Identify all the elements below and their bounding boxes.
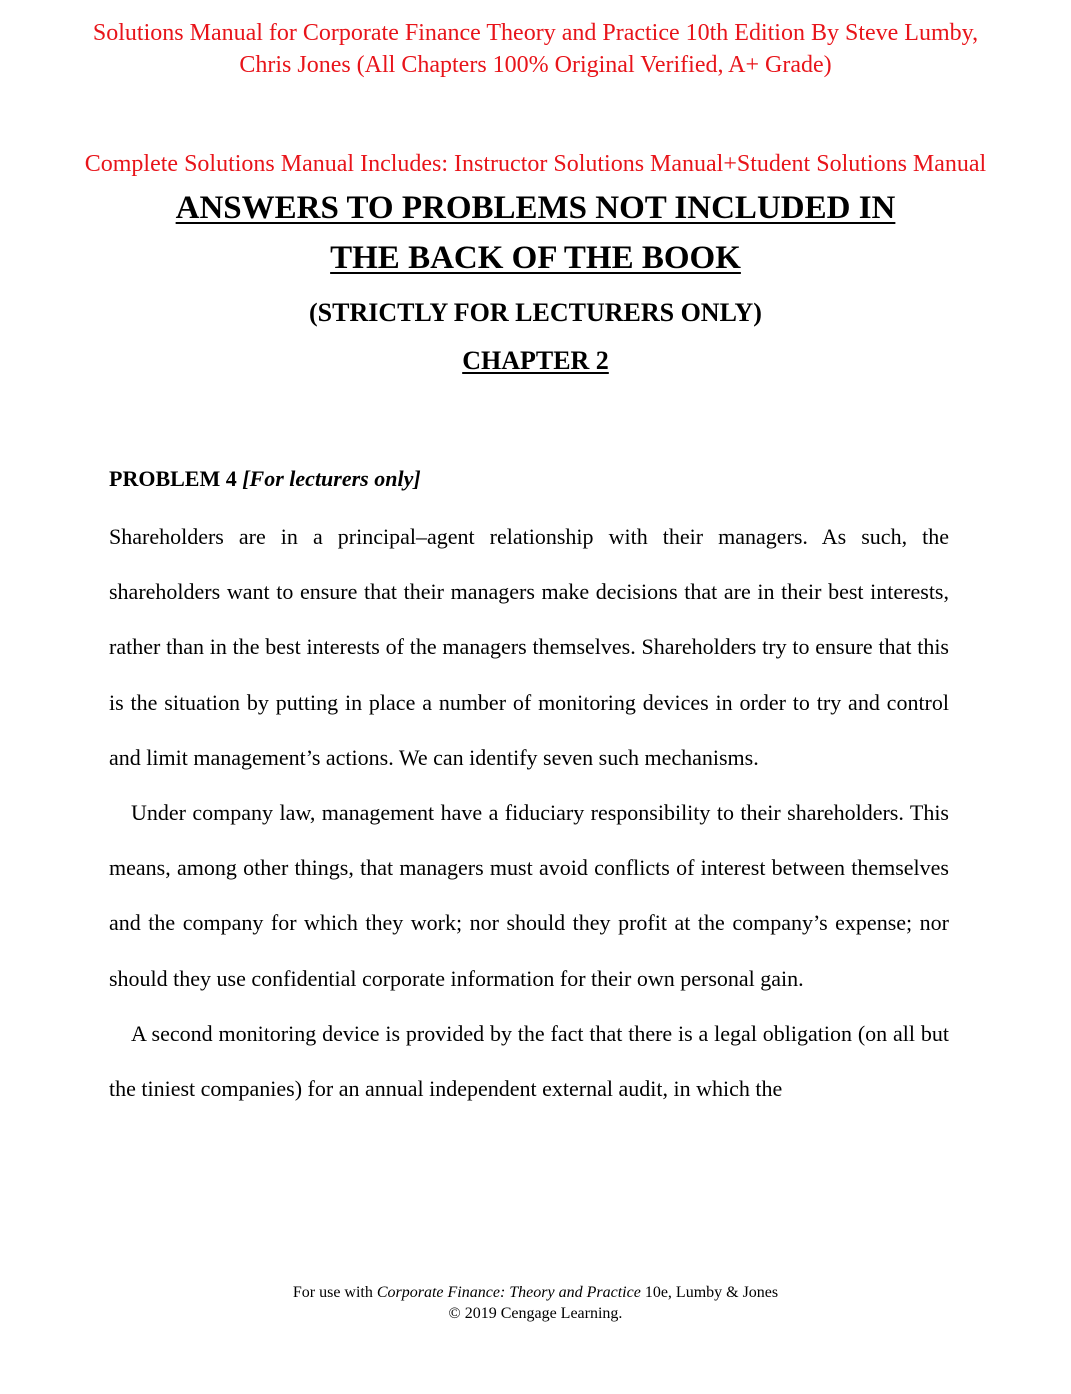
page-footer — [0, 1282, 1071, 1324]
footer-suffix: 10e, Lumby & Jones — [644, 1284, 779, 1301]
promo-line-1: Solutions Manual for Corporate Finance Theory and Practice 10th Edition By Steve Lumby, — [92, 20, 979, 46]
promo-banner — [0, 17, 1071, 81]
problem-body — [109, 509, 949, 1116]
page-title-line-2: THE BACK OF THE BOOK — [330, 240, 741, 276]
page-title-line-1: ANSWERS TO PROBLEMS NOT INCLUDED IN — [175, 190, 896, 226]
problem-label: PROBLEM 4 — [109, 466, 237, 491]
footer-prefix: For use with — [292, 1284, 373, 1301]
footer-copyright: © 2019 Cengage Learning. — [448, 1305, 623, 1322]
problem-note: [For lecturers only] — [242, 466, 421, 491]
footer-line-1 — [0, 1282, 1071, 1303]
footer-book-title: Corporate Finance: Theory and Practice — [376, 1284, 641, 1301]
paragraph-3: A second monitoring device is provided by the fact that there is a legal obligation (on all but the tiniest companies) for an annual independent external audit, in which the — [109, 1020, 949, 1102]
promo-line-3: Complete Solutions Manual Includes: Instructor Solutions Manual+Student Solutions Manual — [84, 151, 987, 177]
chapter-heading: CHAPTER 2 — [462, 346, 609, 375]
problem-heading — [109, 466, 421, 492]
paragraph-1: Shareholders are in a principal–agent relationship with their managers. As such, the shareholders want to ensure that their managers make decisions that are in their best interests, rather than in the best interests of the managers themselves. Shareholders try to ensure that this is the situation by putting in place a number of monitoring devices in order to try and control and limit management’s actions. We can identify seven such mechanisms. — [109, 524, 949, 770]
paragraph-2: Under company law, management have a fiduciary responsibility to their shareholders. This means, among other things, that managers must avoid conflicts of interest between themselves and the company for which they work; nor should they profit at the company’s expense; nor should they use confidential corporate information for their own personal gain. — [109, 800, 949, 991]
promo-line-2: Chris Jones (All Chapters 100% Original Verified, A+ Grade) — [239, 52, 832, 78]
page-subtitle: (STRICTLY FOR LECTURERS ONLY) — [309, 298, 762, 327]
